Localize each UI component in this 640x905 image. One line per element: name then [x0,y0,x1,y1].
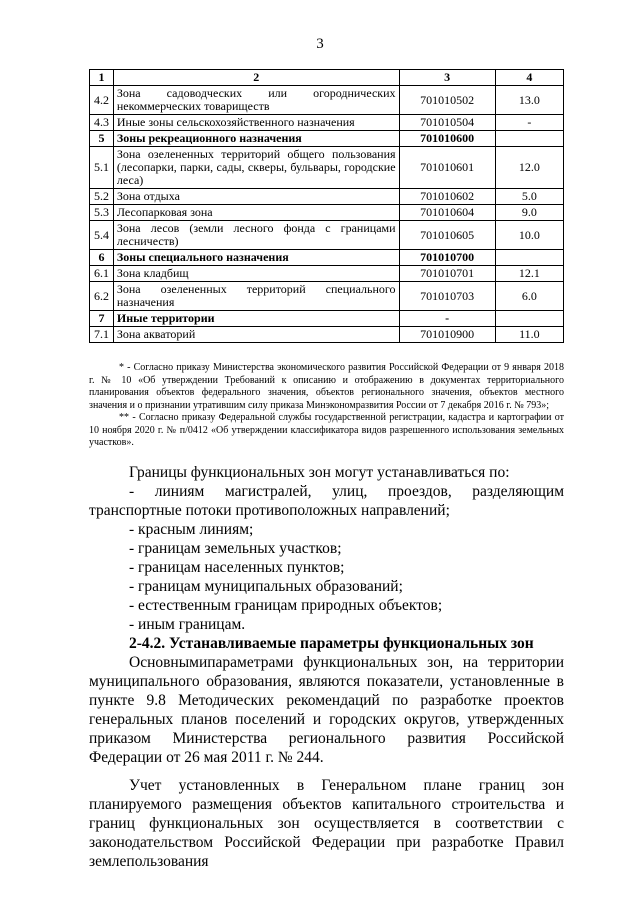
zone-name-cell: Зона акваторий [113,327,399,343]
table-row [90,266,564,282]
table-row [90,311,564,327]
zone-code-cell: 701010600 [399,131,495,147]
zone-name-cell: Зона кладбищ [113,266,399,282]
zone-value-cell: 5.0 [495,189,563,205]
table-row [90,282,564,311]
section-paragraph-1: Основнымипараметрами функциональных зон, на территории муниципального образования, являются показатели, установленные в пункте 9.8 Методических рекомендаций по разработке проектов генеральных планов поселений и городских округов, утвержденных приказом Министерства регионального развития Российской Федерации от 26 мая 2011 г. № 244. [89,654,564,766]
table-row [90,189,564,205]
zone-name-cell: Иные территории [113,311,399,327]
row-number-cell: 6.1 [90,266,114,282]
zone-name-cell: Зона отдыха [113,189,399,205]
row-number-cell: 7.1 [90,327,114,343]
header-cell-4: 4 [495,70,563,86]
table-row [90,115,564,131]
borders-item: - линиям магистралей, улиц, проездов, разделяющим транспортные потоки противоположных направлений; [89,483,564,519]
zones-table [89,69,564,343]
borders-item: - красным линиям; [129,521,254,538]
zone-code-cell: 701010601 [399,147,495,189]
table-row [90,131,564,147]
zone-code-cell: 701010605 [399,221,495,250]
zone-code-cell: 701010502 [399,86,495,115]
row-number-cell: 4.3 [90,115,114,131]
row-number-cell: 7 [90,311,114,327]
zone-value-cell: 6.0 [495,282,563,311]
table-row [90,221,564,250]
header-cell-3: 3 [399,70,495,86]
zone-code-cell: 701010703 [399,282,495,311]
table-row [90,205,564,221]
zone-code-cell: 701010700 [399,250,495,266]
row-number-cell: 5.2 [90,189,114,205]
zone-code-cell: 701010900 [399,327,495,343]
zone-value-cell [495,311,563,327]
borders-item: - границам земельных участков; [129,540,342,557]
borders-item: - иным границам. [129,616,246,633]
zone-value-cell: 10.0 [495,221,563,250]
zone-value-cell [495,250,563,266]
table-row [90,86,564,115]
header-cell-2: 2 [113,70,399,86]
table-row [90,147,564,189]
borders-item: - границам населенных пунктов; [129,559,345,576]
row-number-cell: 6 [90,250,114,266]
zone-name-cell: Иные зоны сельскохозяйственного назначения [113,115,399,131]
row-number-cell: 6.2 [90,282,114,311]
table-row [90,327,564,343]
zone-code-cell: - [399,311,495,327]
zone-name-cell: Зоны специального назначения [113,250,399,266]
zone-value-cell: 13.0 [495,86,563,115]
section-paragraph-2: Учет установленных в Генеральном плане границ зон планируемого размещения объектов капитального строительства и границ функциональных зон осуществляется в соответствии с законодательством Российской Федерации при разработке Правил землепользования [89,777,564,870]
zone-code-cell: 701010701 [399,266,495,282]
row-number-cell: 5.1 [90,147,114,189]
zone-value-cell: 12.1 [495,266,563,282]
footnote-second: ** - Согласно приказу Федеральной службы государственной регистрации, кадастра и картографии от 10 ноября 2020 г. № п/0412 «Об утверждении классификатора видов разрешенного использования земельных участков». [89,412,564,448]
footnotes [89,362,564,450]
zone-name-cell: Зона озелененных территорий общего пользования (лесопарки, парки, сады, скверы, бульвары, городские леса) [113,147,399,189]
zone-code-cell: 701010602 [399,189,495,205]
row-number-cell: 4.2 [90,86,114,115]
row-number-cell: 5 [90,131,114,147]
zone-name-cell: Зона озелененных территорий специального назначения [113,282,399,311]
footnote-first: * - Согласно приказу Министерства экономического развития Российской Федерации от 9 января 2018 г. № 10 «Об утверждении Требований к описанию и отображению в документах территориального планирования объектов федерального значения, объектов регионального значения, объектов местного значения и о признании утратившим силу приказа Минэкономразвития России от 7 декабря 2016 г. № 793»; [89,362,564,411]
page-number: 3 [316,36,324,52]
borders-item: - естественным границам природных объектов; [129,597,443,614]
zone-code-cell: 701010504 [399,115,495,131]
zone-name-cell: Лесопарковая зона [113,205,399,221]
header-cell-1: 1 [90,70,114,86]
row-number-cell: 5.4 [90,221,114,250]
zone-value-cell: 11.0 [495,327,563,343]
table-header-row [90,70,564,86]
zone-value-cell: 12.0 [495,147,563,189]
zone-value-cell: - [495,115,563,131]
borders-list [89,463,564,634]
zone-value-cell: 9.0 [495,205,563,221]
zone-code-cell: 701010604 [399,205,495,221]
parameters-section [89,634,564,871]
zone-value-cell [495,131,563,147]
borders-intro: Границы функциональных зон могут устанавливаться по: [129,464,510,481]
row-number-cell: 5.3 [90,205,114,221]
zone-name-cell: Зона лесов (земли лесного фонда с границами лесничеств) [113,221,399,250]
table-row [90,250,564,266]
section-title: 2-4.2. Устанавливаемые параметры функциональных зон [129,635,534,652]
zone-name-cell: Зоны рекреационного назначения [113,131,399,147]
zone-name-cell: Зона садоводческих или огороднических некоммерческих товариществ [113,86,399,115]
borders-item: - границам муниципальных образований; [129,578,403,595]
